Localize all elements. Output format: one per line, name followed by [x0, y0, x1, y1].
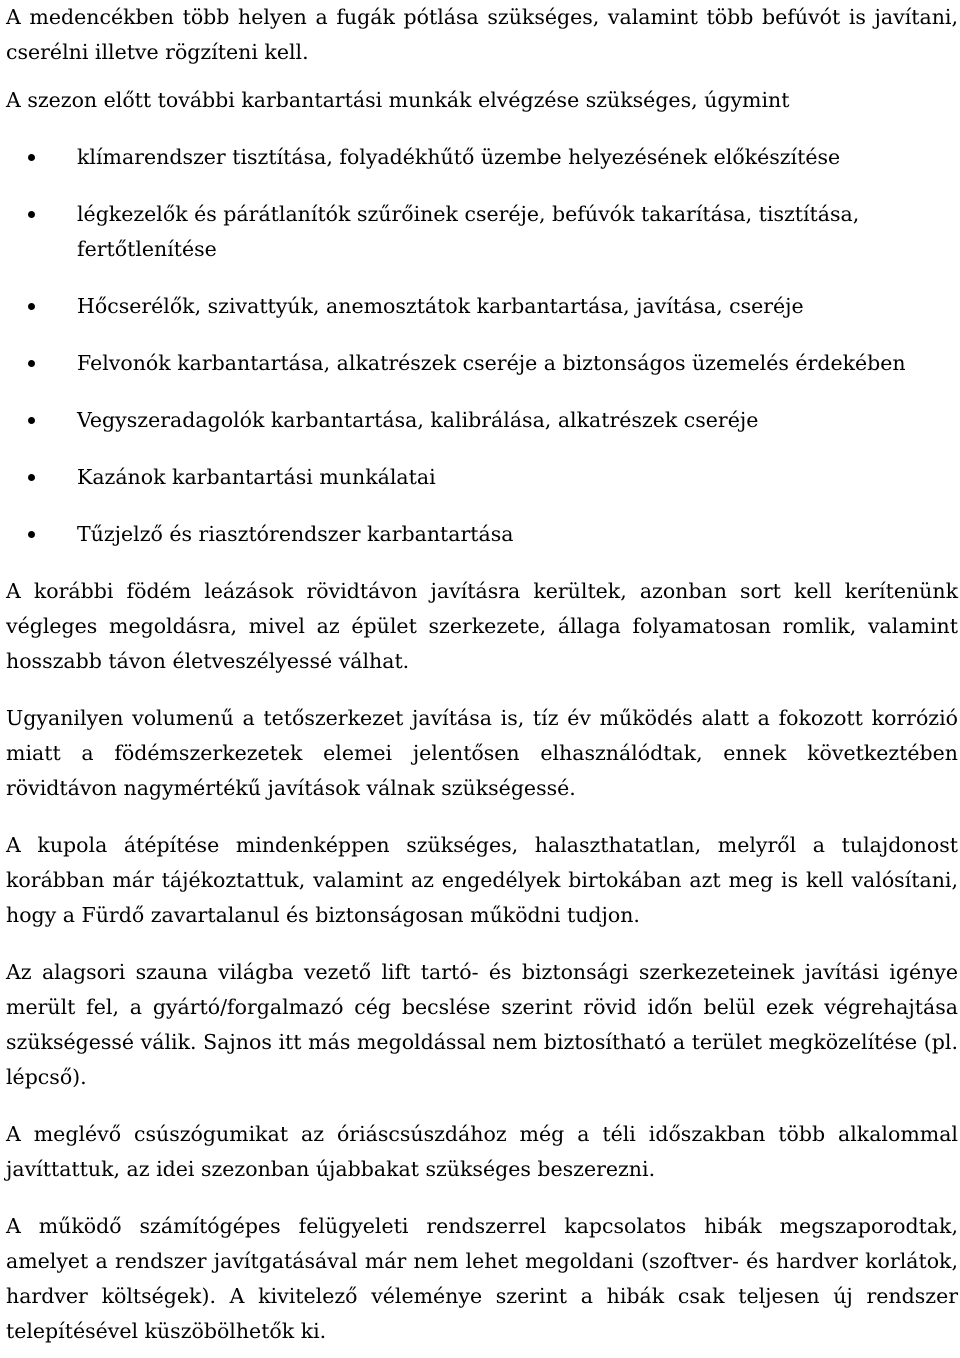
list-item — [6, 403, 958, 438]
spacer — [6, 1095, 958, 1117]
intro-paragraph: A medencékben több helyen a fugák pótlása szükséges, valamint több befúvót is javítani, cserélni illetve rögzíteni kell. — [6, 5, 958, 64]
document-page — [6, 0, 958, 1349]
bullet-icon — [28, 154, 35, 161]
list-item-text: Felvonók karbantartása, alkatrészek cseréje a biztonságos üzemelés érdekében — [77, 351, 906, 375]
list-item-text: Kazánok karbantartási munkálatai — [77, 465, 436, 489]
spacer — [6, 552, 958, 574]
bullet-icon — [28, 211, 35, 218]
spacer — [6, 933, 958, 955]
list-item — [6, 346, 958, 381]
list-item-text: Tűzjelző és riasztórendszer karbantartása — [77, 522, 514, 546]
bullet-icon — [28, 417, 35, 424]
monitoring-system-paragraph: A működő számítógépes felügyeleti rendszerrel kapcsolatos hibák megszaporodtak, amelyet a rendszer javítgatásával már nem lehet megoldani (szoftver- és hardver korlátok, hardver költségek). A kivitelező véleménye szerint a hibák csak teljesen új rendszer telepítésével küszöbölhetők ki. — [6, 1214, 958, 1343]
spacer — [6, 70, 958, 83]
spacer — [6, 1187, 958, 1209]
spacer — [6, 679, 958, 701]
bullet-icon — [28, 360, 35, 367]
list-item — [6, 197, 958, 267]
roof-structure-paragraph: Ugyanilyen volumenű a tetőszerkezet javítása is, tíz év működés alatt a fokozott korrózió miatt a födémszerkezetek elemei jelentősen elhasználódtak, ennek következtében rövidtávon nagymértékű javítások válnak szükségessé. — [6, 706, 958, 800]
bullet-icon — [28, 474, 35, 481]
list-item-text: Vegyszeradagolók karbantartása, kalibrálása, alkatrészek cseréje — [77, 408, 759, 432]
slide-rubber-paragraph: A meglévő csúszógumikat az óriáscsúszdához még a téli időszakban több alkalommal javíttattuk, az idei szezonban újabbakat szükséges beszerezni. — [6, 1122, 958, 1181]
list-item-text: klímarendszer tisztítása, folyadékhűtő üzembe helyezésének előkészítése — [77, 145, 841, 169]
list-item — [6, 289, 958, 324]
dome-rebuild-paragraph: A kupola átépítése mindenképpen szükséges, halaszthatatlan, melyről a tulajdonost korábban már tájékoztattuk, valamint az engedélyek birtokában azt meg is kell valósítani, hogy a Fürdő zavartalanul és biztonságosan működni tudjon. — [6, 833, 958, 927]
maintenance-intro-paragraph: A szezon előtt további karbantartási munkák elvégzése szükséges, úgymint — [6, 88, 790, 112]
list-item — [6, 460, 958, 495]
bullet-icon — [28, 303, 35, 310]
spacer — [6, 118, 958, 140]
sauna-lift-paragraph: Az alagsori szauna világba vezető lift tartó- és biztonsági szerkezeteinek javítási igénye merült fel, a gyártó/forgalmazó cég becslése szerint rövid időn belül ezek végrehajtása szükségessé válik. Sajnos itt más megoldással nem biztosítható a terület megközelítése (pl. lépcső). — [6, 960, 958, 1089]
list-item — [6, 517, 958, 552]
spacer — [6, 806, 958, 828]
list-item-text: Hőcserélők, szivattyúk, anemosztátok karbantartása, javítása, cseréje — [77, 294, 804, 318]
roof-leak-paragraph: A korábbi födém leázások rövidtávon javításra kerültek, azonban sort kell kerítenünk végleges megoldásra, mivel az épület szerkezete, állaga folyamatosan romlik, valamint hosszabb távon életveszélyessé válhat. — [6, 579, 958, 673]
bullet-icon — [28, 531, 35, 538]
list-item — [6, 140, 958, 175]
maintenance-task-list — [6, 140, 958, 552]
list-item-text: légkezelők és párátlanítók szűrőinek cseréje, befúvók takarítása, tisztítása, fertőtlenítése — [77, 202, 860, 261]
